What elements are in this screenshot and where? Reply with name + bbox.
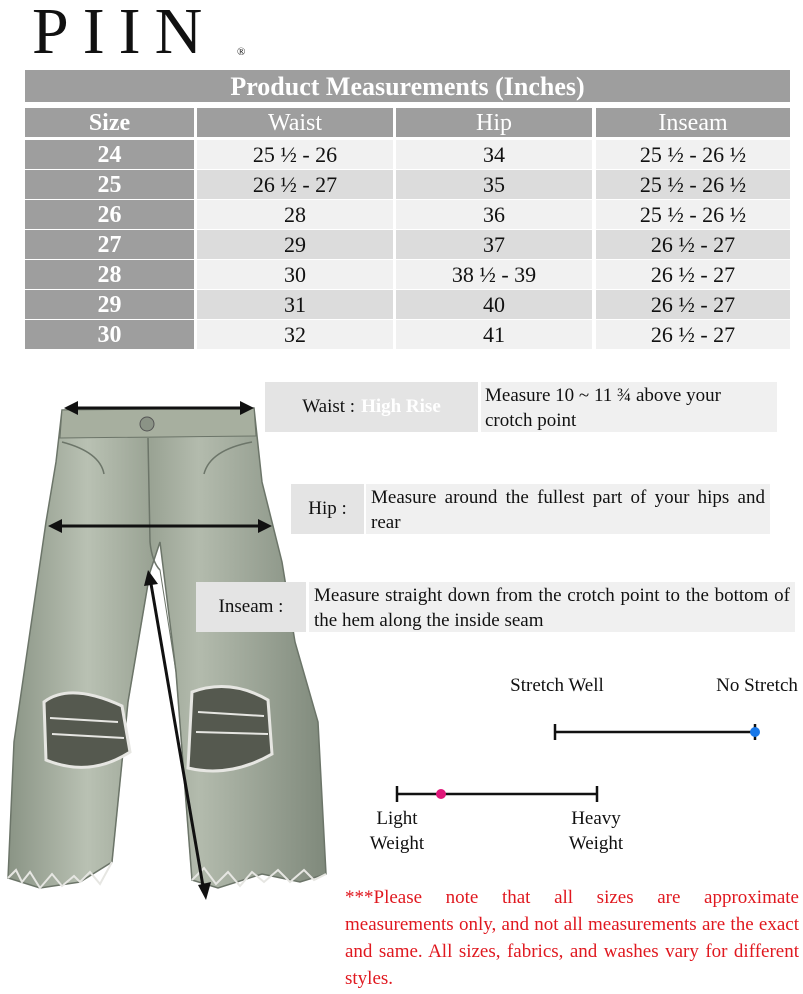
hip-cell: 35 xyxy=(396,170,592,199)
waist-description: Measure 10 ~ 11 ¾ above your crotch point xyxy=(481,382,777,432)
size-cell: 29 xyxy=(25,290,194,319)
hip-cell: 36 xyxy=(396,200,592,229)
hip-label: Hip : xyxy=(291,484,364,534)
disclaimer-note: ***Please note that all sizes are approximate measurements only, and not all measurements are the exact and same. All sizes, fabrics, and washes vary for different styles. xyxy=(345,887,799,989)
table-header-row xyxy=(25,108,790,137)
waist-label-text: Waist : xyxy=(302,396,356,417)
header-size: Size xyxy=(25,108,194,137)
header-inseam: Inseam xyxy=(596,108,790,137)
inseam-cell: 26 ½ - 27 xyxy=(596,260,790,289)
size-cell: 27 xyxy=(25,230,194,259)
weight-scale xyxy=(390,784,604,804)
inseam-label: Inseam : xyxy=(196,582,306,632)
hip-cell: 34 xyxy=(396,140,592,169)
inseam-cell: 25 ½ - 26 ½ xyxy=(596,140,790,169)
waist-cell: 28 xyxy=(197,200,393,229)
table-row xyxy=(25,200,790,229)
table-row xyxy=(25,320,790,349)
header-hip: Hip xyxy=(396,108,592,137)
stretch-right-label: No Stretch xyxy=(716,675,798,696)
stretch-left-label: Stretch Well xyxy=(510,675,604,696)
waist-cell: 32 xyxy=(197,320,393,349)
waist-cell: 29 xyxy=(197,230,393,259)
stretch-indicator-dot xyxy=(750,727,760,737)
size-cell: 28 xyxy=(25,260,194,289)
waist-cell: 25 ½ - 26 xyxy=(197,140,393,169)
hip-cell: 37 xyxy=(396,230,592,259)
hip-cell: 40 xyxy=(396,290,592,319)
inseam-cell: 26 ½ - 27 xyxy=(596,290,790,319)
table-row xyxy=(25,140,790,169)
table-row xyxy=(25,290,790,319)
table-title: Product Measurements (Inches) xyxy=(25,70,790,102)
inseam-cell: 26 ½ - 27 xyxy=(596,230,790,259)
high-rise-label: High Rise xyxy=(361,396,441,417)
inseam-cell: 25 ½ - 26 ½ xyxy=(596,170,790,199)
table-row xyxy=(25,230,790,259)
registered-mark: ® xyxy=(237,46,246,58)
size-cell: 26 xyxy=(25,200,194,229)
brand-logo: PIIN xyxy=(32,0,217,68)
waist-cell: 26 ½ - 27 xyxy=(197,170,393,199)
hip-description: Measure around the fullest part of your hips and rear xyxy=(366,484,770,534)
inseam-cell: 25 ½ - 26 ½ xyxy=(596,200,790,229)
weight-indicator-dot xyxy=(436,789,446,799)
size-cell: 30 xyxy=(25,320,194,349)
waist-cell: 30 xyxy=(197,260,393,289)
weight-right-label: Heavy Weight xyxy=(568,808,624,854)
waist-label xyxy=(265,382,478,432)
size-cell: 25 xyxy=(25,170,194,199)
hip-cell: 38 ½ - 39 xyxy=(396,260,592,289)
size-cell: 24 xyxy=(25,140,194,169)
inseam-cell: 26 ½ - 27 xyxy=(596,320,790,349)
jeans-illustration xyxy=(0,382,335,912)
weight-left-label: Light Weight xyxy=(369,808,425,854)
hip-cell: 41 xyxy=(396,320,592,349)
table-row xyxy=(25,260,790,289)
table-row xyxy=(25,170,790,199)
header-waist: Waist xyxy=(197,108,393,137)
waist-cell: 31 xyxy=(197,290,393,319)
inseam-description: Measure straight down from the crotch point to the bottom of the hem along the inside seam xyxy=(309,582,795,632)
stretch-scale xyxy=(548,722,762,742)
